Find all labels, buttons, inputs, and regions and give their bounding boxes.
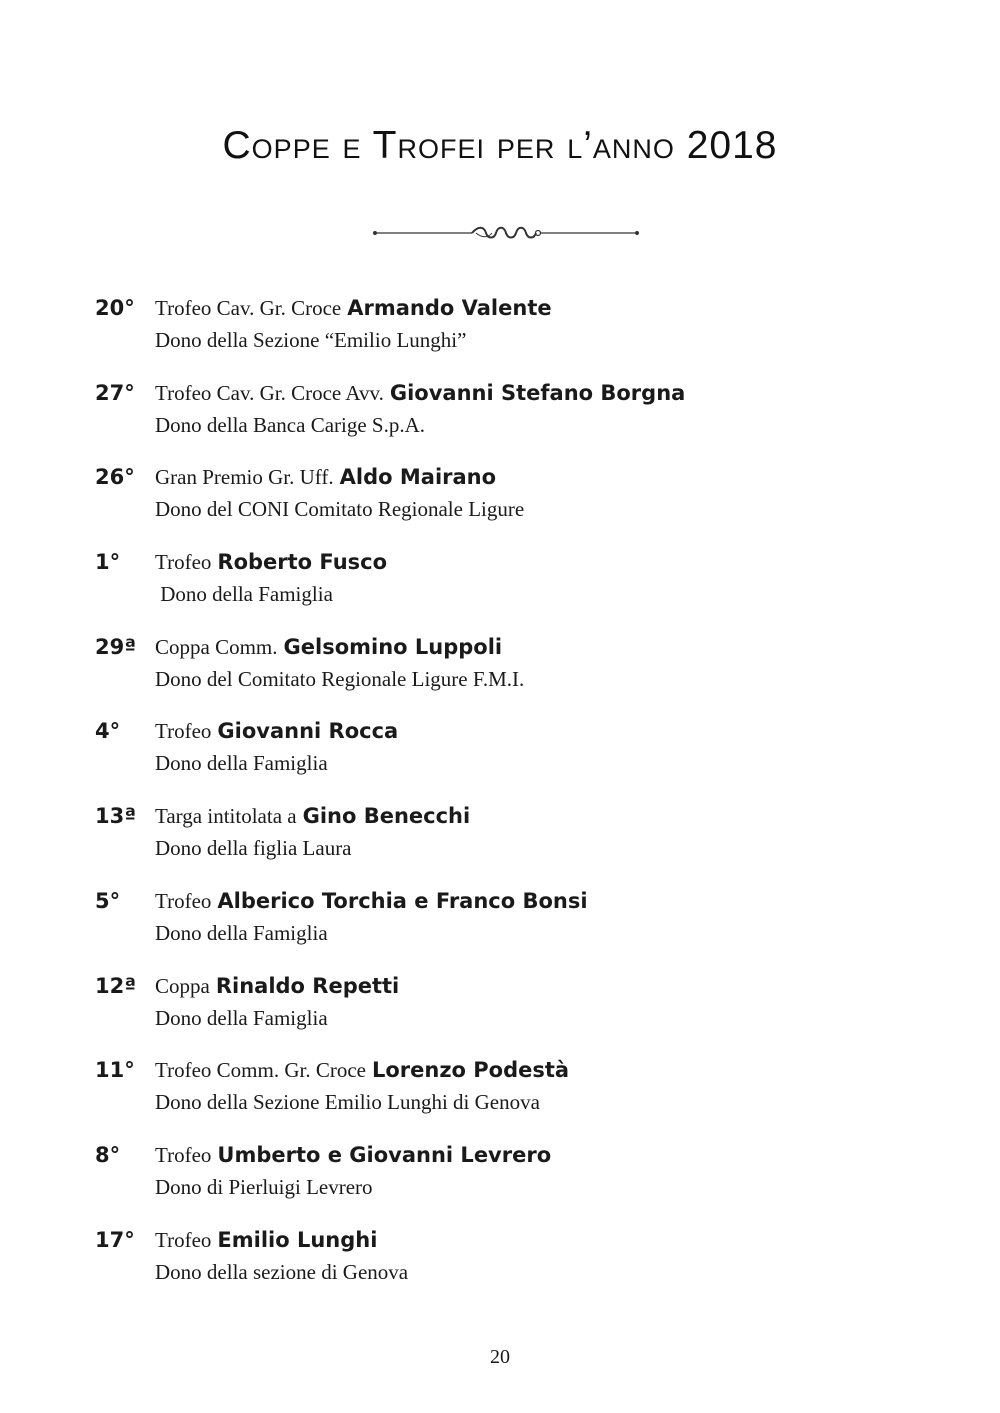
list-item	[95, 635, 955, 720]
entry-donor: Dono della Famiglia	[155, 582, 333, 607]
entry-number: 4°	[95, 719, 121, 744]
entry-donor: Dono della figlia Laura	[155, 836, 352, 861]
page-title: Coppe e Trofei per l’anno 2018	[222, 124, 778, 167]
list-item	[95, 296, 955, 381]
entry-name: Alberico Torchia e Franco Bonsi	[217, 888, 588, 913]
list-item	[95, 381, 955, 466]
entry-name: Gino Benecchi	[302, 804, 471, 829]
entry-prefix: Trofeo	[155, 1227, 212, 1252]
entry-name: Aldo Mairano	[339, 465, 497, 490]
list-item	[95, 1058, 955, 1143]
page-number: 20	[490, 1346, 510, 1368]
entry-number: 1°	[95, 550, 121, 575]
entry-prefix: Trofeo	[155, 719, 212, 744]
entry-name: Umberto e Giovanni Levrero	[217, 1142, 552, 1167]
trophy-list	[95, 296, 955, 1312]
entry-donor: Dono della Famiglia	[155, 751, 328, 776]
entry-donor: Dono della Famiglia	[155, 1005, 328, 1030]
entry-name: Giovanni Stefano Borgna	[389, 380, 686, 405]
entry-donor: Dono della Sezione “Emilio Lunghi”	[155, 328, 467, 352]
entry-prefix: Trofeo	[155, 888, 212, 913]
list-item	[95, 974, 955, 1059]
list-item	[95, 719, 955, 804]
list-item	[95, 1143, 955, 1228]
entry-number: 17°	[95, 1227, 135, 1252]
entry-name: Rinaldo Repetti	[215, 973, 400, 998]
entry-donor: Dono del CONI Comitato Regionale Ligure	[155, 497, 525, 522]
list-item	[95, 889, 955, 974]
entry-name: Lorenzo Podestà	[371, 1058, 570, 1083]
entry-prefix: Gran Premio Gr. Uff.	[155, 465, 334, 490]
entry-donor: Dono di Pierluigi Levrero	[155, 1174, 373, 1199]
entry-number: 27°	[95, 380, 135, 405]
entry-prefix: Targa intitolata a	[155, 804, 297, 829]
entry-number: 29ª	[95, 634, 137, 659]
entry-name: Gelsomino Luppoli	[283, 634, 503, 659]
entry-donor: Dono del Comitato Regionale Ligure F.M.I.	[155, 666, 525, 691]
entry-donor: Dono della Famiglia	[155, 920, 328, 945]
entry-prefix: Trofeo	[155, 1142, 212, 1167]
entry-prefix: Trofeo	[155, 550, 212, 575]
list-item	[95, 804, 955, 889]
entry-name: Roberto Fusco	[217, 550, 388, 575]
entry-prefix: Coppa Comm.	[155, 634, 278, 659]
entry-number: 11°	[95, 1058, 135, 1083]
divider-flourish-icon	[372, 220, 640, 246]
entry-donor: Dono della sezione di Genova	[155, 1259, 409, 1284]
entry-number: 26°	[95, 465, 135, 490]
list-item	[95, 1228, 955, 1313]
entry-donor: Dono della Banca Carige S.p.A.	[155, 412, 426, 437]
entry-donor: Dono della Sezione Emilio Lunghi di Genova	[155, 1090, 540, 1115]
list-item	[95, 465, 955, 550]
entry-name: Emilio Lunghi	[217, 1227, 378, 1252]
entry-number: 20°	[95, 296, 135, 320]
entry-name: Armando Valente	[347, 296, 552, 320]
entry-prefix: Trofeo Cav. Gr. Croce	[155, 296, 342, 320]
entry-prefix: Trofeo Cav. Gr. Croce Avv.	[155, 380, 384, 405]
entry-number: 8°	[95, 1142, 121, 1167]
entry-number: 13ª	[95, 804, 137, 829]
entry-number: 12ª	[95, 973, 137, 998]
list-item	[95, 550, 955, 635]
entry-name: Giovanni Rocca	[217, 719, 399, 744]
entry-prefix: Coppa	[155, 973, 210, 998]
entry-number: 5°	[95, 888, 121, 913]
entry-prefix: Trofeo Comm. Gr. Croce	[155, 1058, 366, 1083]
